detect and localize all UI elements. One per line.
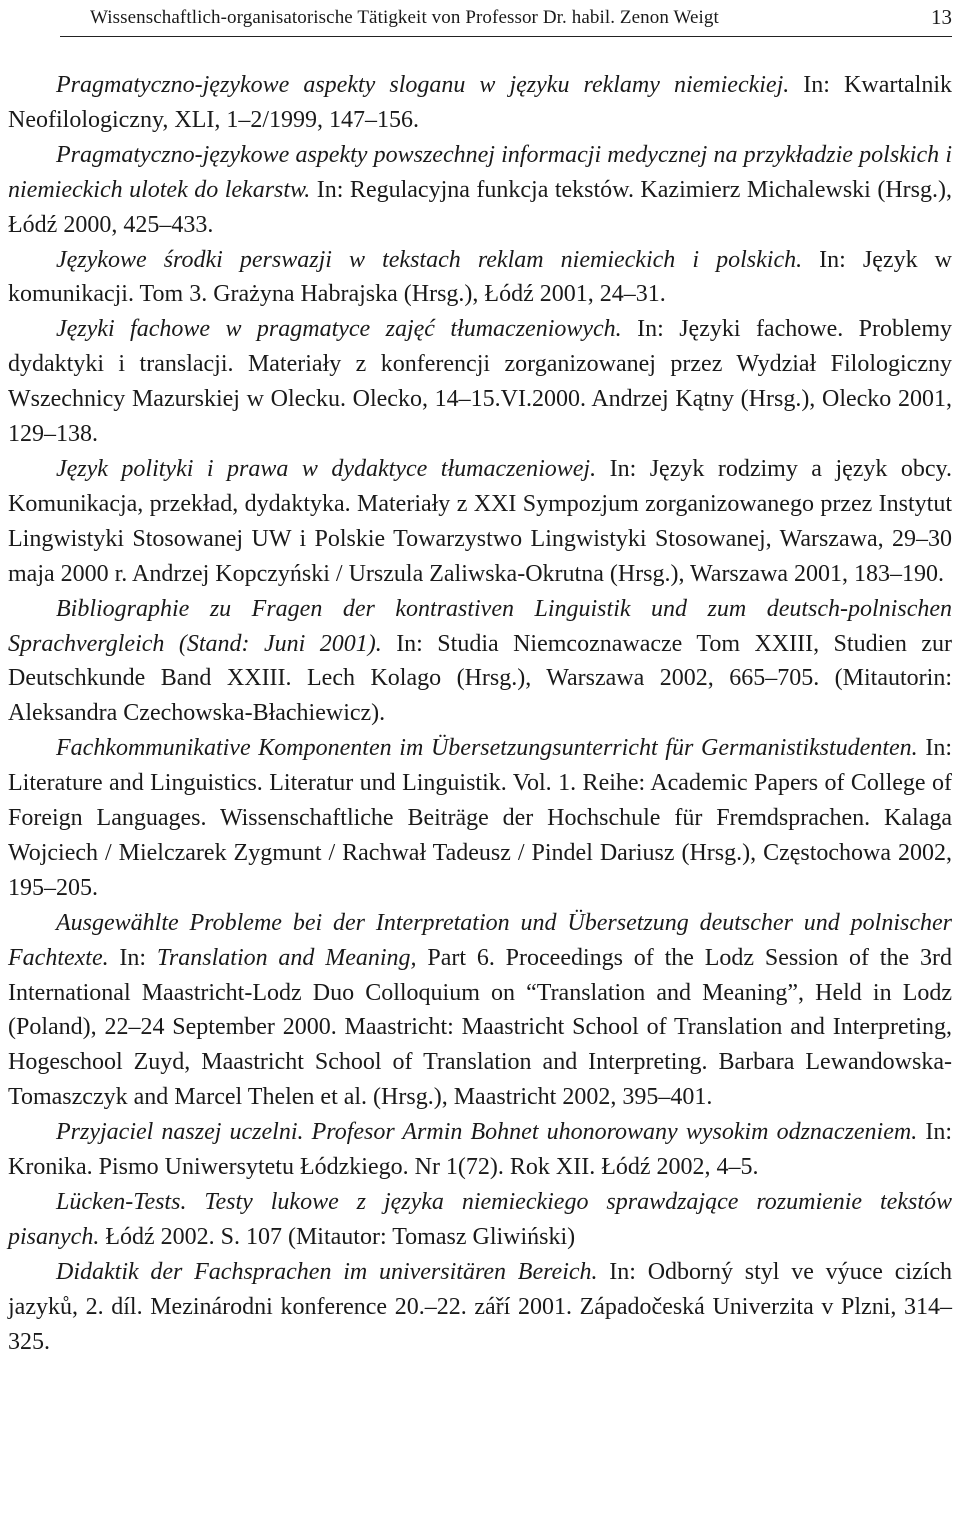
entry-title: Pragmatyczno-językowe aspekty sloganu w języku reklamy niemieckiej. <box>56 72 790 98</box>
entry-source: In: Odborný styl ve výuce cizích jazyků, 2. díl. Mezinárodni konference 20.–22. září 2001. Západočeská Univerzita v Plzni, 314–325. <box>8 1258 952 1355</box>
entry-source: In: Literature and Linguistics. Literatur und Linguistik. Vol. 1. Reihe: Academic Papers of College of Foreign Languages. Wissenschaftliche Beiträge der Hochschule für Fremdsprachen. Kalaga Wojciech / Mielczarek Zygmunt / Rachwał Tadeusz / Pindel Dariusz (Hrsg.), Częstochowa 2002, 195–205. <box>8 735 952 901</box>
entry-source: In: Regulacyjna funkcja tekstów. Kazimierz Michalewski (Hrsg.), Łódź 2000, 425–433. <box>8 176 952 238</box>
bibliography-entry <box>8 1255 952 1360</box>
entry-title: Ausgewählte Probleme bei der Interpretation und Übersetzung deutscher und polnischer Fachtexte. <box>8 909 952 971</box>
entry-source: In: <box>108 944 157 971</box>
entry-source: In: Kwartalnik Neofilologiczny, XLI, 1–2/1999, 147–156. <box>8 72 952 133</box>
running-header <box>60 0 952 37</box>
bibliography-entry <box>8 731 952 906</box>
bibliography-entry <box>8 68 952 138</box>
bibliography-entry <box>8 592 952 732</box>
entry-title: Językowe środki perswazji w tekstach reklam niemieckich i polskich. <box>56 246 803 273</box>
bibliography-entry <box>8 243 952 313</box>
bibliography-list <box>8 68 952 1360</box>
entry-title: Przyjaciel naszej uczelni. Profesor Armin Bohnet uhonorowany wysokim odznaczeniem. <box>56 1119 918 1146</box>
entry-source-italic: Translation and Meaning, <box>156 944 417 971</box>
bibliography-entry <box>8 906 952 1115</box>
bibliography-entry <box>8 452 952 592</box>
entry-source: Łódź 2002. S. 107 (Mitautor: Tomasz Gliwiński) <box>99 1223 576 1250</box>
entry-title: Didaktik der Fachsprachen im universitären Bereich. <box>56 1258 598 1285</box>
entry-title: Bibliographie zu Fragen der kontrastiven Linguistik und zum deutsch-polnischen Sprachvergleich (Stand: Juni 2001). <box>8 595 952 657</box>
entry-source: In: Kronika. Pismo Uniwersytetu Łódzkiego. Nr 1(72). Rok XII. Łódź 2002, 4–5. <box>8 1119 952 1181</box>
entry-source: In: Język w komunikacji. Tom 3. Grażyna Habrajska (Hrsg.), Łódź 2001, 24–31. <box>8 246 952 308</box>
entry-title: Lücken-Tests. Testy lukowe z języka niemieckiego sprawdzające rozumienie tekstów pisanych. <box>8 1189 952 1250</box>
bibliography-entry <box>8 312 952 452</box>
entry-title: Języki fachowe w pragmatyce zajęć tłumaczeniowych. <box>56 316 622 343</box>
entry-title: Pragmatyczno-językowe aspekty powszechnej informacji medycznej na przykładzie polskich i niemieckich ulotek do lekarstw. <box>8 141 952 203</box>
entry-source: In: Studia Niemcoznawacze Tom XXIII, Studien zur Deutschkunde Band XXIII. Lech Kolago (Hrsg.), Warszawa 2002, 665–705. (Mitautorin: Aleksandra Czechowska-Błachiewicz). <box>8 630 952 727</box>
entry-source-continued: Part 6. Proceedings of the Lodz Session of the 3rd International Maastricht-Lodz Duo Colloquium on “Translation and Meaning”, Held in Lodz (Poland), 22–24 September 2000. Maastricht: Maastricht School of Translation and Interpreting, Hogeschool Zuyd, Maastricht School of Translation and Interpreting. Barbara Lewandowska-Tomaszczyk and Marcel Thelen et al. (Hrsg.), Maastricht 2002, 395–401. <box>8 944 952 1111</box>
entry-source: In: Język rodzimy a język obcy. Komunikacja, przekład, dydaktyka. Materiały z XXI Sympozjum zorganizowanego przez Instytut Lingwistyki Stosowanej UW i Polskie Towarzystwo Lingwistyki Stosowanej, Warszawa, 29–30 maja 2000 r. Andrzej Kopczyński / Urszula Zaliwska-Okrutna (Hrsg.), Warszawa 2001, 183–190. <box>8 455 952 587</box>
page-number: 13 <box>931 5 952 29</box>
bibliography-entry <box>8 1185 952 1255</box>
entry-title: Fachkommunikative Komponenten im Übersetzungsunterricht für Germanistikstudenten. <box>56 735 918 762</box>
bibliography-entry <box>8 1115 952 1185</box>
entry-source: In: Języki fachowe. Problemy dydaktyki i translacji. Materiały z konferencji zorganizowanej przez Wydział Filologiczny Wszechnicy Mazurskiej w Olecku. Olecko, 14–15.VI.2000. Andrzej Kątny (Hrsg.), Olecko 2001, 129–138. <box>8 316 952 448</box>
entry-title: Język polityki i prawa w dydaktyce tłumaczeniowej. <box>56 455 597 482</box>
bibliography-entry <box>8 138 952 243</box>
running-title: Wissenschaftlich-organisatorische Tätigkeit von Professor Dr. habil. Zenon Weigt <box>90 7 719 28</box>
